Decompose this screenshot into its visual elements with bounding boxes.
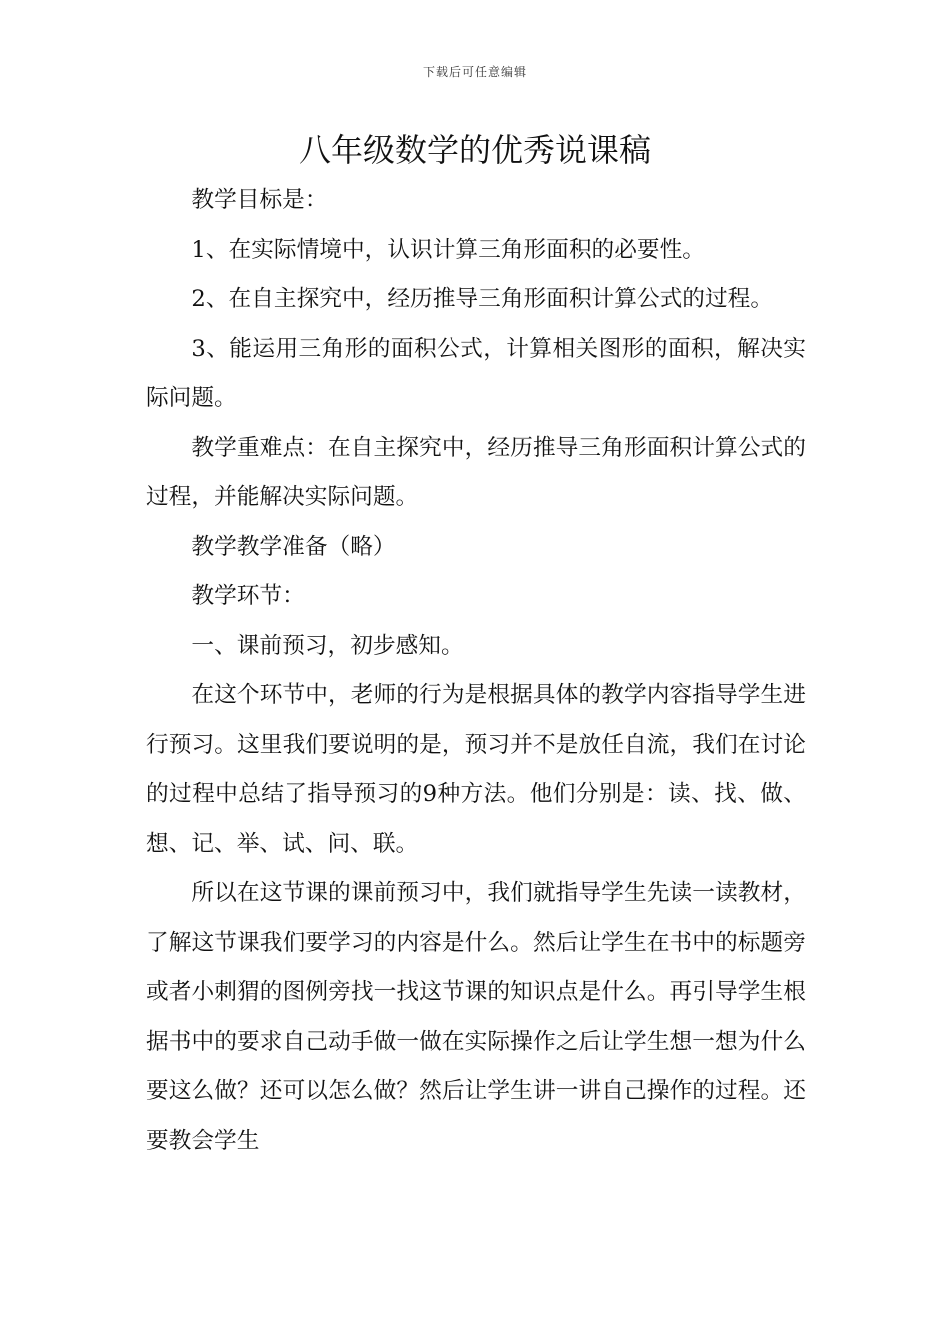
paragraph: 在这个环节中，老师的行为是根据具体的教学内容指导学生进行预习。这里我们要说明的是，预习并不是放任自流，我们在讨论的过程中总结了指导预习的9种方法。他们分别是：读、找、做、想、记、举、试、问、联。 [146,682,806,857]
paragraph: 教学目标是： [191,187,328,213]
document-title: 八年级数学的优秀说课稿 [298,131,651,169]
document-body [146,176,806,1166]
paragraph: 2、在自主探究中，经历推导三角形面积计算公式的过程。 [191,286,774,312]
paragraph: 教学环节： [191,583,305,609]
paragraph: 1、在实际情境中，认识计算三角形面积的必要性。 [191,236,705,263]
paragraph: 教学重难点：在自主探究中，经历推导三角形面积计算公式的过程，并能解决实际问题。 [146,434,806,510]
paragraph: 所以在这节课的课前预习中，我们就指导学生先读一读教材，了解这节课我们要学习的内容是什么。然后让学生在书中的标题旁或者小刺猬的图例旁找一找这节课的知识点是什么。再引导学生根据书中的要求自己动手做一做在实际操作之后让学生想一想为什么要这么做？还可以怎么做？然后让学生讲一讲自己操作的过程。还要教会学生 [146,880,806,1154]
paragraph: 教学教学准备（略） [191,533,396,560]
header-note: 下载后可任意编辑 [422,65,527,79]
paragraph: 一、课前预习，初步感知。 [191,632,464,659]
paragraph: 3、能运用三角形的面积公式，计算相关图形的面积，解决实际问题。 [146,335,806,411]
